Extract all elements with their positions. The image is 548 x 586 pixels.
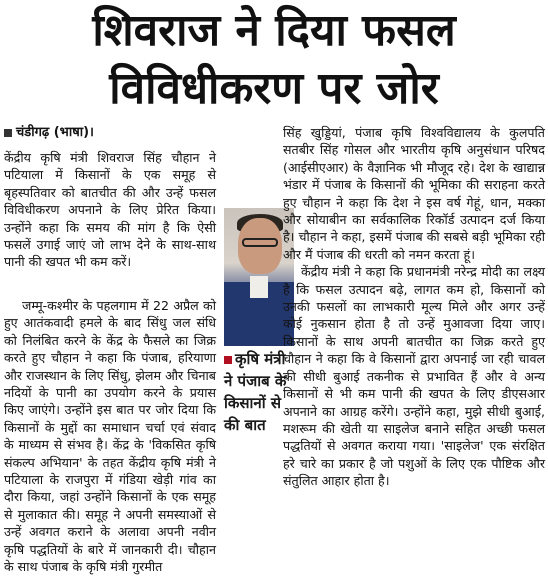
- article-left-column: [4, 124, 270, 143]
- dateline-text: चंडीगढ़ (भाषा)।: [16, 125, 94, 140]
- dateline: [4, 124, 270, 141]
- article-left-upper: [4, 149, 216, 271]
- square-bullet-icon: [4, 129, 12, 137]
- paragraph-pau-icar: सिंह खुड्डियां, पंजाब कृषि विश्वविद्यालय के कुलपति सतबीर सिंह गोसल और भारतीय कृषि अनुसंधान परिषद (आईसीएआर) के वैज्ञानिक भी मौजूद रहे। देश के खाद्यान्न भंडार में पंजाब के किसानों की भूमिका की सराहना करते हुए चौहान ने कहा कि देश ने इस वर्ष गेहूं, धान, मक्का और सोयाबीन का सर्वकालिक रिकॉर्ड उत्पादन दर्ज किया है। चौहान ने कहा, इसमें पंजाब की सबसे बड़ी भूमिका रही और मैं पंजाब की धरती को नमन करता हूं।: [283, 125, 545, 262]
- headline-line-2: विविधीकरण पर जोर: [109, 63, 439, 114]
- paragraph-intro: केंद्रीय कृषि मंत्री शिवराज सिंह चौहान ने पटियाला में किसानों के एक समूह से बृहस्पतिवार को बातचीत की और उन्हें फसल विविधीकरण अपनाने के लिए प्रेरित किया। उन्होंने कहा कि समय की मांग है कि ऐसी फसलें उगाई जाएं जो लाभ देने के साथ-साथ पानी की खपत भी कम करें।: [4, 150, 216, 270]
- headline-line-1: शिवराज ने दिया फसल: [92, 5, 456, 56]
- article-right-column: [283, 124, 545, 490]
- paragraph-indus-treaty: जम्मू-कश्मीर के पहलगाम में 22 अप्रैल को हुए आतंकवादी हमले के बाद सिंधु जल संधि को निलंबित करने के केंद्र के फैसले का जिक्र करते हुए चौहान ने कहा कि पंजाब, हरियाणा और राजस्थान के लिए सिंधु, झेलम और चिनाब नदियों के पानी का उपयोग करने के प्रयास किए जाएंगे। उन्होंने इस बात पर जोर दिया कि किसानों के मुद्दों का समाधान चर्चा एवं संवाद के माध्यम से संभव है। केंद्र के 'विकसित कृषि संकल्प अभियान' के तहत केंद्रीय कृषि मंत्री ने पटियाला के राजपुरा में गंडिया खेड़ी गांव का दौरा किया, जहां उन्होंने किसानों के एक समूह से मुलाकात की। समूह ने अपनी समस्याओं से उन्हें अवगत कराने के अलावा अपनी नवीन कृषि पद्धतियों के बारे में जानकारी दी। चौहान के साथ पंजाब के कृषि मंत्री गुरमीत: [4, 298, 216, 575]
- photo-glasses: [242, 238, 278, 247]
- caption-text: कृषि मंत्री ने पंजाब के किसानों से की बात: [224, 350, 287, 434]
- paragraph-pm-goal: केंद्रीय मंत्री ने कहा कि प्रधानमंत्री नरेन्द्र मोदी का लक्ष्य है कि फसल उत्पादन बढ़े, लागत कम हो, किसानों को उनकी फसलों का लाभकारी मूल्य मिले और अगर उन्हें कोई नुकसान होता है तो उन्हें मुआवजा दिया जाए। किसानों के साथ अपनी बातचीत का जिक्र करते हुए चौहान ने कहा कि वे किसानों द्वारा अपनाई जा रही चावल की सीधी बुआई तकनीक से प्रभावित हैं और वे अन्य किसानों से भी कम पानी की खपत के लिए डीएसआर अपनाने का आग्रह करेंगे। उन्होंने कहा, मुझे सीधी बुआई, मशरूम की खेती या साइलेज बनाने सहित अच्छी फसल पद्धतियों से अवगत कराया गया। 'साइलेज' एक संरक्षित हरे चारे का प्रकार है जो पशुओं के लिए एक पौष्टिक और संतुलित आहार होता है।: [283, 264, 545, 489]
